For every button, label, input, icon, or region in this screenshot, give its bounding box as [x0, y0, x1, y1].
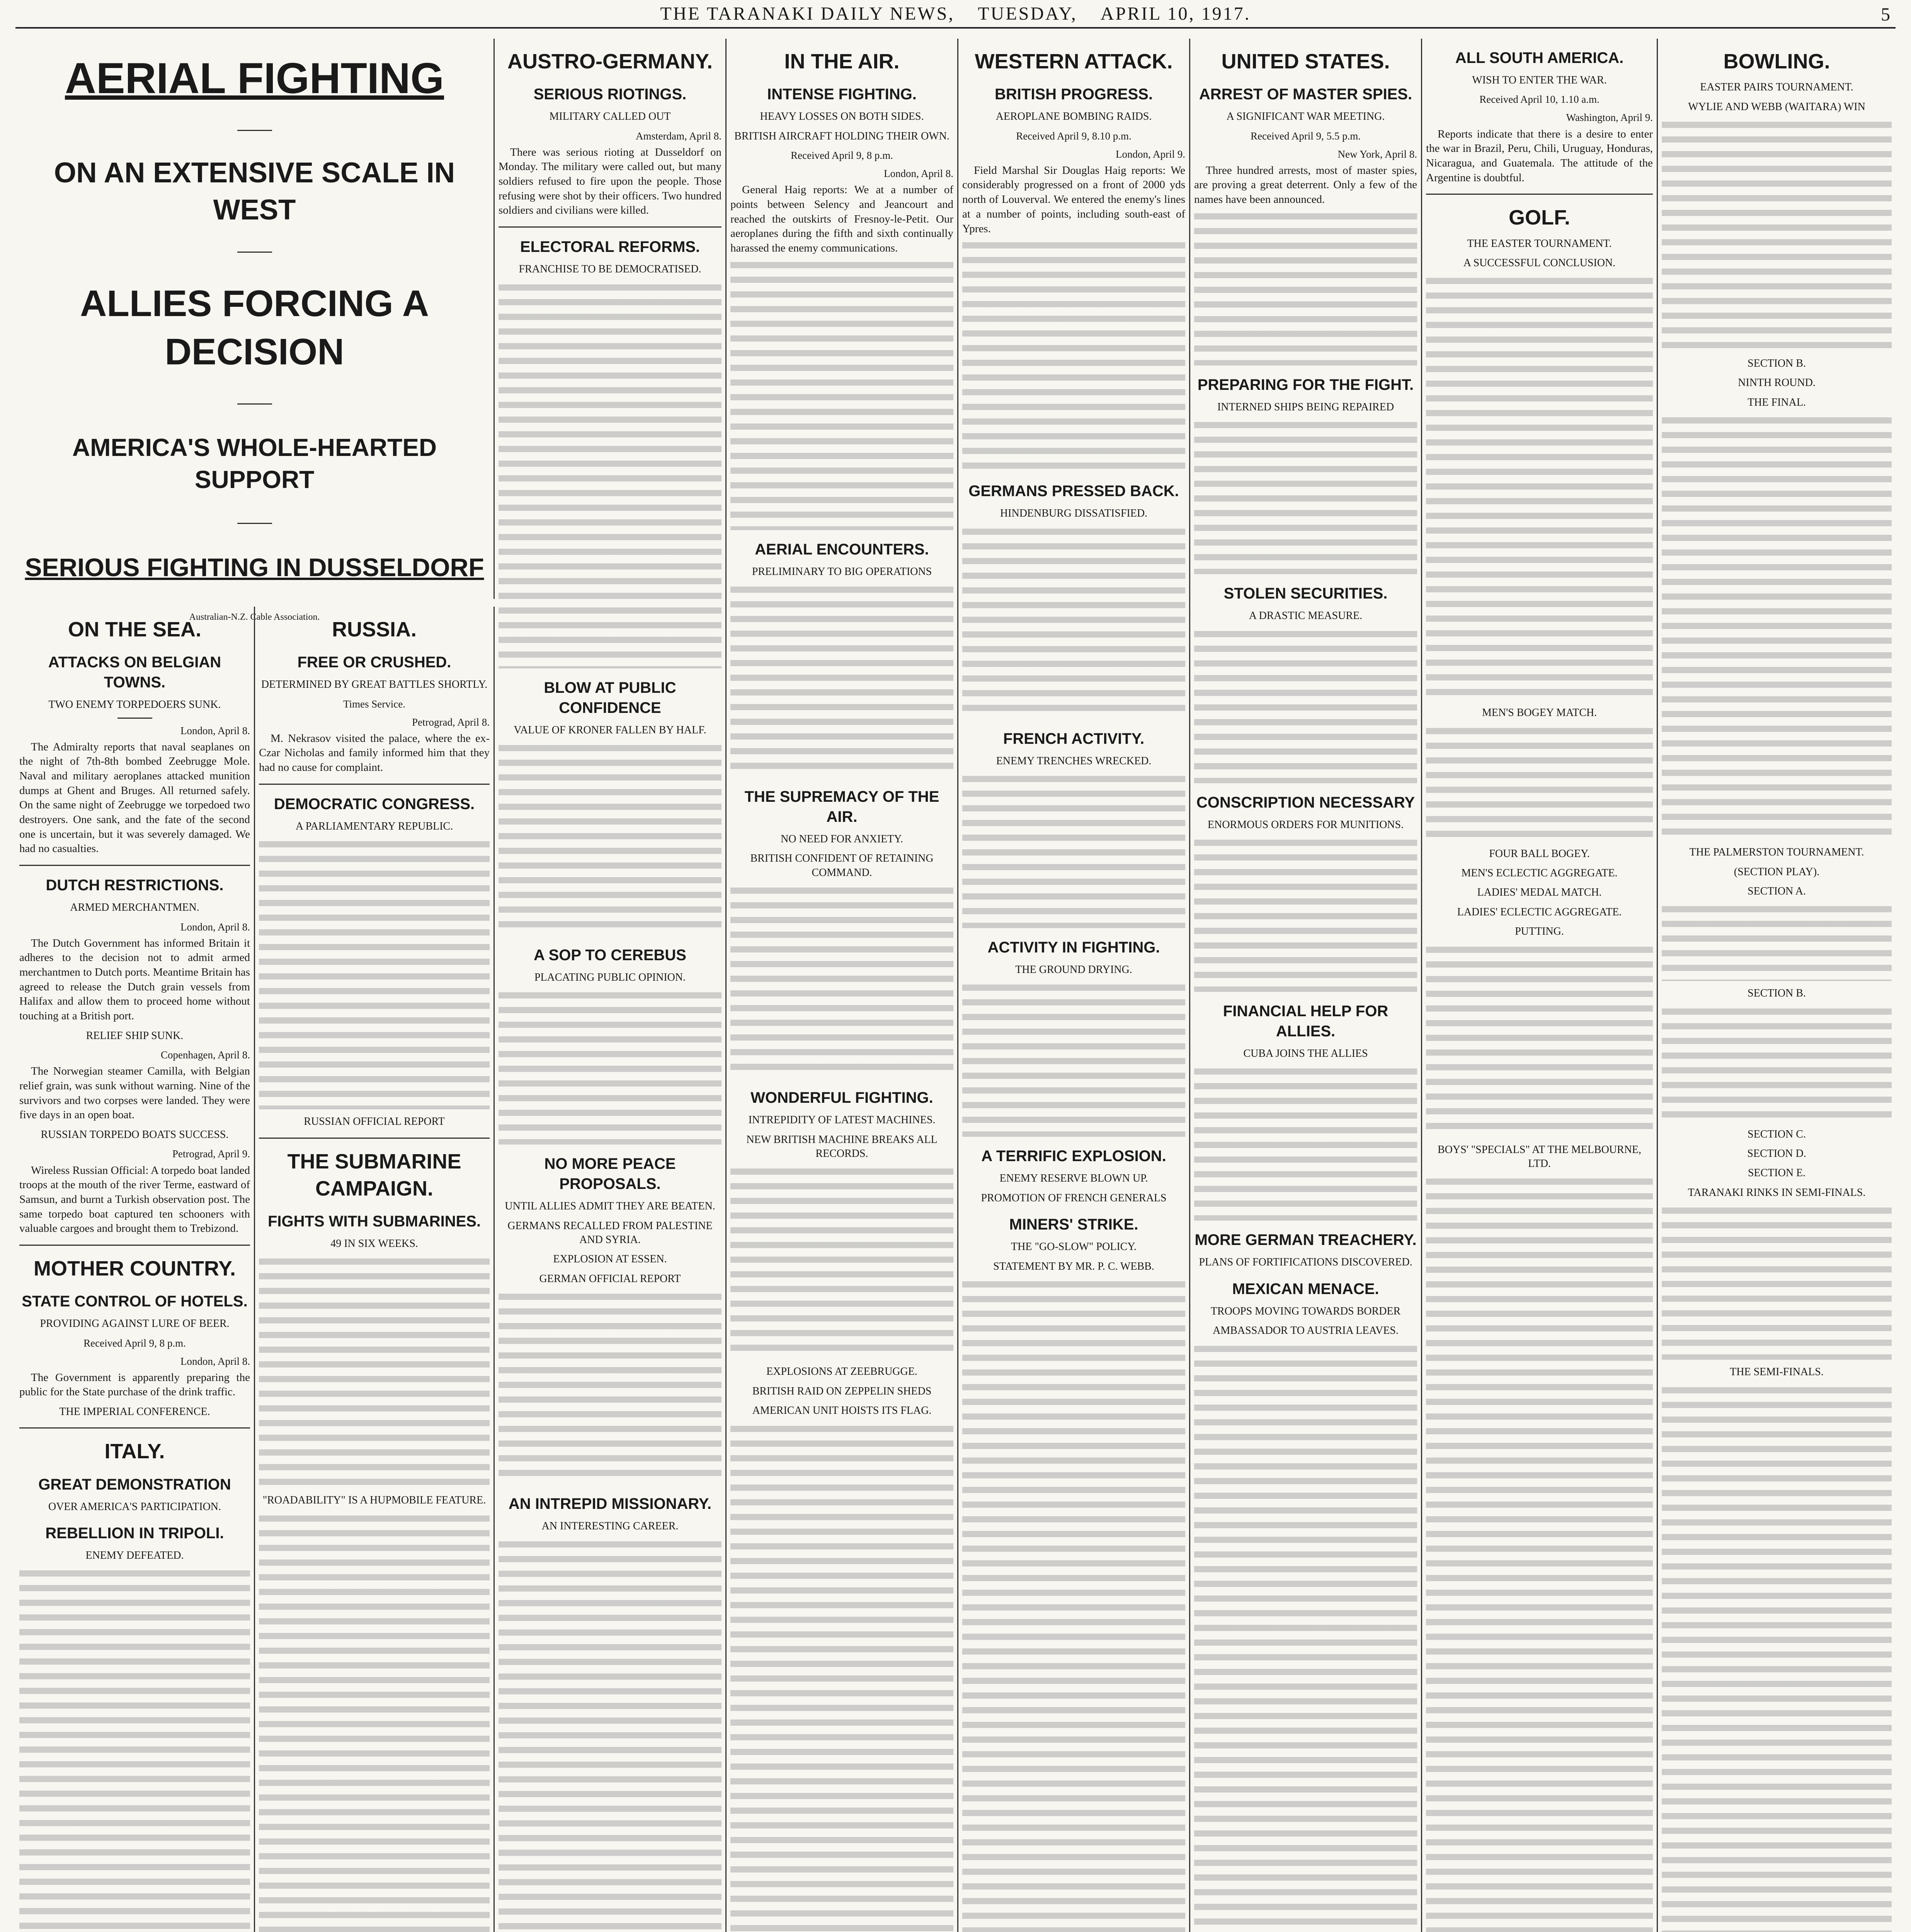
article-subheading: A DRASTIC MEASURE.	[1249, 610, 1363, 622]
body-text-block	[730, 1423, 953, 1932]
dateline: London, April 8.	[884, 168, 953, 180]
article-subheading: THE IMPERIAL CONFERENCE.	[59, 1406, 210, 1418]
article-heading: THE SUPREMACY OF THE AIR.	[744, 788, 939, 825]
dateline: Washington, April 9.	[1566, 112, 1653, 124]
paper-name: THE TARANAKI DAILY NEWS,	[660, 3, 955, 24]
column-4	[727, 39, 958, 1932]
article-heading: GREAT DEMONSTRATION	[38, 1476, 231, 1493]
article-subheading: PROVIDING AGAINST LURE OF BEER.	[40, 1318, 230, 1330]
dateline: New York, April 8.	[1338, 148, 1417, 160]
body-text-block	[1662, 415, 1892, 840]
article-subheading: MILITARY CALLED OUT	[549, 111, 671, 123]
article-heading: INTENSE FIGHTING.	[767, 86, 917, 103]
article-subheading: NINTH ROUND.	[1738, 377, 1816, 389]
article-subheading: SECTION B.	[1748, 357, 1806, 369]
article-subheading: BRITISH AIRCRAFT HOLDING THEIR OWN.	[734, 130, 950, 142]
article-subheading: WYLIE AND WEBB (WAITARA) WIN	[1688, 100, 1865, 113]
received-line: Times Service.	[343, 698, 405, 710]
banner-headline-4: AMERICA'S WHOLE-HEARTED SUPPORT	[72, 433, 437, 493]
article-heading: DEMOCRATIC CONGRESS.	[274, 795, 475, 813]
article-subheading: LADIES' MEDAL MATCH.	[1477, 886, 1602, 899]
article-subheading: A SUCCESSFUL CONCLUSION.	[1463, 257, 1616, 269]
dateline: Amsterdam, April 8.	[636, 130, 722, 142]
dateline: Petrograd, April 8.	[412, 716, 490, 728]
article-heading: MINERS' STRIKE.	[1009, 1216, 1138, 1233]
article-heading: CONSCRIPTION NECESSARY	[1196, 794, 1415, 811]
article-heading: FIGHTS WITH SUBMARINES.	[267, 1213, 481, 1230]
dateline: London, April 8.	[180, 724, 250, 736]
article-heading: NO MORE PEACE PROPOSALS.	[544, 1155, 676, 1193]
article-subheading: THE GROUND DRYING.	[1015, 963, 1132, 976]
page-number: 5	[1881, 4, 1892, 25]
body-text-block	[730, 1166, 953, 1359]
body-text-block	[962, 526, 1185, 719]
article-subheading: ENEMY DEFEATED.	[85, 1549, 184, 1562]
dateline: Copenhagen, April 8.	[161, 1049, 250, 1061]
article-heading: AN INTREPID MISSIONARY.	[508, 1495, 712, 1513]
column-5	[958, 39, 1190, 1932]
article-subheading: CUBA JOINS THE ALLIES	[1243, 1048, 1368, 1060]
received-line: Received April 10, 1.10 a.m.	[1479, 94, 1600, 105]
body-text-block	[1662, 904, 1892, 981]
article-text: General Haig reports: We at a number of points between Selency and Jeancourt and reached the outskirts of Fresnoy-le-Petit. Our aeroplanes during the fifth and sixth continually harassed the enemy communications.	[730, 184, 953, 254]
article-subheading: FOUR BALL BOGEY.	[1489, 847, 1590, 860]
article-subheading: PUTTING.	[1515, 925, 1564, 938]
body-text-block	[499, 282, 722, 668]
body-text-block	[730, 584, 953, 777]
article-subheading: SECTION A.	[1748, 885, 1806, 897]
article-subheading: A SIGNIFICANT WAR MEETING.	[1226, 111, 1385, 123]
column-6	[1190, 39, 1422, 1932]
article-subheading: TROOPS MOVING TOWARDS BORDER	[1210, 1305, 1401, 1317]
article-subheading: TARANAKI RINKS IN SEMI-FINALS.	[1688, 1186, 1866, 1199]
article-subheading: THE FINAL.	[1748, 396, 1806, 408]
body-text-block	[1194, 1066, 1417, 1221]
body-text-block	[1426, 1176, 1653, 1932]
body-text-block	[962, 1279, 1185, 1932]
article-subheading: RELIEF SHIP SUNK.	[86, 1029, 184, 1042]
article-heading: SERIOUS RIOTINGS.	[533, 86, 687, 103]
article-subheading: EXPLOSIONS AT ZEEBRUGGE.	[766, 1366, 917, 1378]
article-subheading: HEAVY LOSSES ON BOTH SIDES.	[760, 111, 924, 123]
body-text-block	[499, 743, 722, 936]
article-text: Reports indicate that there is a desire to enter the war in Brazil, Peru, Chili, Uruguay, Honduras, Nicaragua, and Guatemala. The attitude of the Argentine is doubtful.	[1426, 128, 1653, 184]
body-text-block	[259, 1256, 490, 1488]
body-text-block	[1426, 944, 1653, 1138]
article-heading: FRENCH ACTIVITY.	[1003, 730, 1145, 747]
banner-headline-5: SERIOUS FIGHTING IN DUSSELDORF	[25, 553, 484, 582]
article-subheading: ENEMY RESERVE BLOWN UP.	[999, 1172, 1148, 1185]
article-heading: WONDERFUL FIGHTING.	[750, 1089, 933, 1107]
body-text-block	[1662, 1385, 1892, 1932]
article-heading: FREE OR CRUSHED.	[297, 654, 451, 671]
article-subheading: A PARLIAMENTARY REPUBLIC.	[295, 820, 453, 832]
column-7	[1422, 39, 1658, 1932]
article-subheading: HINDENBURG DISSATISFIED.	[1000, 507, 1148, 520]
article-heading: MEXICAN MENACE.	[1232, 1280, 1379, 1298]
article-subheading: EXPLOSION AT ESSEN.	[553, 1253, 667, 1265]
article-subheading: "ROADABILITY" IS A HUPMOBILE FEATURE.	[262, 1494, 486, 1507]
section-heading: ON THE SEA.	[68, 618, 202, 641]
article-subheading: THE "GO-SLOW" POLICY.	[1011, 1241, 1137, 1253]
article-subheading: SECTION C.	[1748, 1128, 1806, 1140]
article-heading: A TERRIFIC EXPLOSION.	[981, 1148, 1166, 1165]
article-subheading: ARMED MERCHANTMEN.	[70, 901, 199, 914]
article-subheading: WISH TO ENTER THE WAR.	[1472, 74, 1607, 86]
article-text: There was serious rioting at Dusseldorf on Monday. The military were called out, but many soldiers refused to fire upon the people. Those refusing were shot by their officers. Two hundred soldiers and civilians were killed.	[499, 146, 722, 217]
article-subheading: SECTION B.	[1748, 987, 1806, 1000]
article-subheading: FRANCHISE TO BE DEMOCRATISED.	[519, 263, 701, 276]
article-subheading: INTREPIDITY OF LATEST MACHINES.	[748, 1114, 936, 1126]
article-subheading: THE SEMI-FINALS.	[1730, 1366, 1824, 1378]
banner-headline-1: AERIAL FIGHTING	[65, 54, 444, 102]
article-text: M. Nekrasov visited the palace, where the ex-Czar Nicholas and family informed him that they had no cause for complaint.	[259, 732, 490, 774]
article-subheading: BOYS' "SPECIALS" AT THE MELBOURNE, LTD.	[1437, 1143, 1642, 1170]
dateline: London, April 8.	[180, 1355, 250, 1367]
article-subheading: MEN'S ECLECTIC AGGREGATE.	[1461, 867, 1618, 879]
article-heading: GERMANS PRESSED BACK.	[968, 483, 1179, 500]
body-text-block	[962, 982, 1185, 1137]
body-text-block	[730, 885, 953, 1078]
article-subheading: STATEMENT BY MR. P. C. WEBB.	[993, 1260, 1154, 1272]
article-subheading: ENORMOUS ORDERS FOR MUNITIONS.	[1207, 818, 1404, 831]
body-text-block	[1662, 119, 1892, 351]
article-subheading: NO NEED FOR ANXIETY.	[781, 833, 903, 845]
article-heading: DUTCH RESTRICTIONS.	[46, 877, 224, 894]
article-heading: PREPARING FOR THE FIGHT.	[1197, 376, 1414, 393]
article-heading: AERIAL ENCOUNTERS.	[755, 541, 929, 558]
body-text-block	[962, 240, 1185, 472]
article-subheading: RUSSIAN OFFICIAL REPORT	[304, 1116, 445, 1128]
dateline: London, April 9.	[1116, 148, 1185, 160]
article-subheading: GERMANS RECALLED FROM PALESTINE AND SYRIA.	[507, 1219, 713, 1246]
body-text-block	[499, 1539, 722, 1932]
issue-day: TUESDAY,	[978, 3, 1077, 24]
article-heading: MORE GERMAN TREACHERY.	[1195, 1231, 1417, 1249]
article-subheading: BRITISH CONFIDENT OF RETAINING COMMAND.	[750, 852, 934, 879]
body-text-block	[730, 260, 953, 530]
article-heading: STATE CONTROL OF HOTELS.	[22, 1293, 248, 1310]
section-heading: WESTERN ATTACK.	[975, 50, 1173, 73]
article-subheading: (SECTION PLAY).	[1734, 866, 1820, 878]
body-text-block	[259, 1513, 490, 1932]
column-3	[495, 39, 727, 1932]
article-subheading: UNTIL ALLIES ADMIT THEY ARE BEATEN.	[505, 1200, 715, 1213]
received-line: Received April 9, 8.10 p.m.	[1016, 130, 1132, 142]
article-subheading: OVER AMERICA'S PARTICIPATION.	[48, 1500, 221, 1513]
article-subheading: THE PALMERSTON TOURNAMENT.	[1689, 846, 1864, 859]
article-subheading: ENEMY TRENCHES WRECKED.	[996, 755, 1152, 767]
article-text: The Norwegian steamer Camilla, with Belgian relief grain, was sunk without warning. Nine of the survivors and two corpses were landed. They were five days in an open boat.	[19, 1065, 250, 1121]
section-heading: ITALY.	[104, 1440, 165, 1463]
body-text-block	[499, 990, 722, 1145]
issue-date: APRIL 10, 1917.	[1100, 3, 1251, 24]
article-heading: REBELLION IN TRIPOLI.	[45, 1525, 224, 1542]
article-heading: ARREST OF MASTER SPIES.	[1199, 86, 1412, 103]
article-text: Field Marshal Sir Douglas Haig reports: We considerably progressed on a front of 2000 yds north of Louverval. We entered the enemy's lines at a number of points, including south-east of Ypres.	[962, 164, 1185, 235]
body-text-block	[499, 1291, 722, 1485]
article-heading: ELECTORAL REFORMS.	[520, 238, 700, 256]
section-heading: IN THE AIR.	[784, 50, 900, 73]
masthead	[15, 0, 1896, 29]
article-text: Wireless Russian Official: A torpedo boat landed troops at the mouth of the river Terme, eastward of Samsun, and burnt a Turkish observation post. The same torpedo boat captured ten schooners with valuable cargoes and brought them to Trebizond.	[19, 1164, 250, 1235]
article-subheading: AN INTERESTING CAREER.	[541, 1520, 679, 1532]
banner-credit: Australian-N.Z. Cable Association.	[189, 612, 320, 622]
body-text-block	[1194, 837, 1417, 992]
article-subheading: PLANS OF FORTIFICATIONS DISCOVERED.	[1199, 1256, 1412, 1269]
article-heading: FINANCIAL HELP FOR ALLIES.	[1223, 1003, 1389, 1040]
dateline: London, April 8.	[180, 921, 250, 933]
section-heading: AUSTRO-GERMANY.	[507, 50, 713, 73]
article-subheading: DETERMINED BY GREAT BATTLES SHORTLY.	[261, 679, 488, 691]
article-subheading: SECTION D.	[1747, 1148, 1806, 1160]
article-subheading: TWO ENEMY TORPEDOERS SUNK.	[48, 699, 221, 711]
article-text: The Government is apparently preparing the public for the State purchase of the drink traffic.	[19, 1371, 250, 1398]
body-text-block	[1194, 211, 1417, 366]
body-text-block	[1662, 1205, 1892, 1360]
body-text-block	[1194, 629, 1417, 783]
article-subheading: SECTION E.	[1748, 1167, 1806, 1179]
article-subheading: INTERNED SHIPS BEING REPAIRED	[1217, 401, 1394, 413]
body-text-block	[259, 839, 490, 1109]
article-text: The Admiralty reports that naval seaplanes on the night of 7th-8th bombed Zeebrugge Mole. Naval and military aeroplanes attacked munition dumps at Ghent and Bruges. All returned safely. On the same night of Zeebrugge we torpedoed two destroyers. One sank, and the fate of the second one is uncertain, but it was severely damaged. We had no casualties.	[19, 740, 250, 855]
section-heading: MOTHER COUNTRY.	[34, 1257, 236, 1280]
body-text-block	[1662, 1006, 1892, 1122]
article-subheading: PROMOTION OF FRENCH GENERALS	[981, 1192, 1167, 1204]
dateline: Petrograd, April 9.	[172, 1148, 250, 1160]
article-subheading: BRITISH RAID ON ZEPPELIN SHEDS	[752, 1385, 932, 1397]
section-heading: GOLF.	[1509, 206, 1570, 230]
body-text-block	[19, 1568, 250, 1932]
article-subheading: LADIES' ECLECTIC AGGREGATE.	[1457, 906, 1622, 918]
column-1	[15, 607, 255, 1932]
banner-headline-2: ON AN EXTENSIVE SCALE IN WEST	[54, 156, 455, 226]
section-heading: RUSSIA.	[332, 618, 417, 641]
article-subheading: EASTER PAIRS TOURNAMENT.	[1700, 81, 1853, 94]
article-subheading: GERMAN OFFICIAL REPORT	[539, 1272, 681, 1285]
article-subheading: THE EASTER TOURNAMENT.	[1467, 237, 1612, 250]
article-text: Three hundred arrests, most of master spies, are proving a great deterrent. Only a few of the names have been announced.	[1194, 164, 1417, 206]
article-subheading: AMBASSADOR TO AUSTRIA LEAVES.	[1213, 1325, 1399, 1337]
column-8	[1658, 39, 1896, 1932]
article-subheading: MEN'S BOGEY MATCH.	[1482, 707, 1597, 719]
section-heading: BOWLING.	[1723, 50, 1830, 73]
article-heading: A SOP TO CEREBUS	[534, 946, 686, 964]
article-subheading: AEROPLANE BOMBING RAIDS.	[995, 111, 1152, 123]
article-subheading: RUSSIAN TORPEDO BOATS SUCCESS.	[41, 1129, 229, 1141]
article-heading: ATTACKS ON BELGIAN TOWNS.	[48, 654, 221, 691]
article-heading: BRITISH PROGRESS.	[995, 86, 1153, 103]
article-heading: ALL SOUTH AMERICA.	[1455, 49, 1624, 66]
received-line: Received April 9, 5.5 p.m.	[1251, 130, 1361, 142]
body-text-block	[1194, 420, 1417, 574]
body-text-block	[1426, 276, 1653, 701]
body-text-block	[1194, 1344, 1417, 1932]
article-heading: STOLEN SECURITIES.	[1224, 585, 1388, 602]
section-heading: UNITED STATES.	[1221, 50, 1390, 73]
article-text: The Dutch Government has informed Britain it adheres to the decision not to admit armed merchantmen to Dutch ports. Meantime Britain has agreed to release the Dutch grain vessels from Halifax and allow them to proceed home without touching at a British port.	[19, 937, 250, 1022]
body-text-block	[962, 774, 1185, 928]
article-subheading: 49 IN SIX WEEKS.	[330, 1237, 418, 1250]
body-text-block	[1426, 726, 1653, 842]
article-subheading: PLACATING PUBLIC OPINION.	[534, 971, 686, 983]
article-subheading: PRELIMINARY TO BIG OPERATIONS	[752, 565, 932, 578]
article-heading: BLOW AT PUBLIC CONFIDENCE	[544, 679, 676, 716]
received-line: Received April 9, 8 p.m.	[791, 149, 893, 161]
article-subheading: NEW BRITISH MACHINE BREAKS ALL RECORDS.	[746, 1133, 938, 1160]
column-2	[255, 607, 495, 1932]
banner-headline-3: ALLIES FORCING A DECISION	[80, 282, 429, 372]
article-heading: ACTIVITY IN FIGHTING.	[987, 939, 1160, 956]
section-heading: THE SUBMARINE CAMPAIGN.	[287, 1150, 461, 1200]
headline-banner	[15, 39, 495, 622]
received-line: Received April 9, 8 p.m.	[83, 1337, 186, 1349]
article-subheading: AMERICAN UNIT HOISTS ITS FLAG.	[752, 1405, 932, 1417]
article-subheading: VALUE OF KRONER FALLEN BY HALF.	[514, 724, 706, 736]
